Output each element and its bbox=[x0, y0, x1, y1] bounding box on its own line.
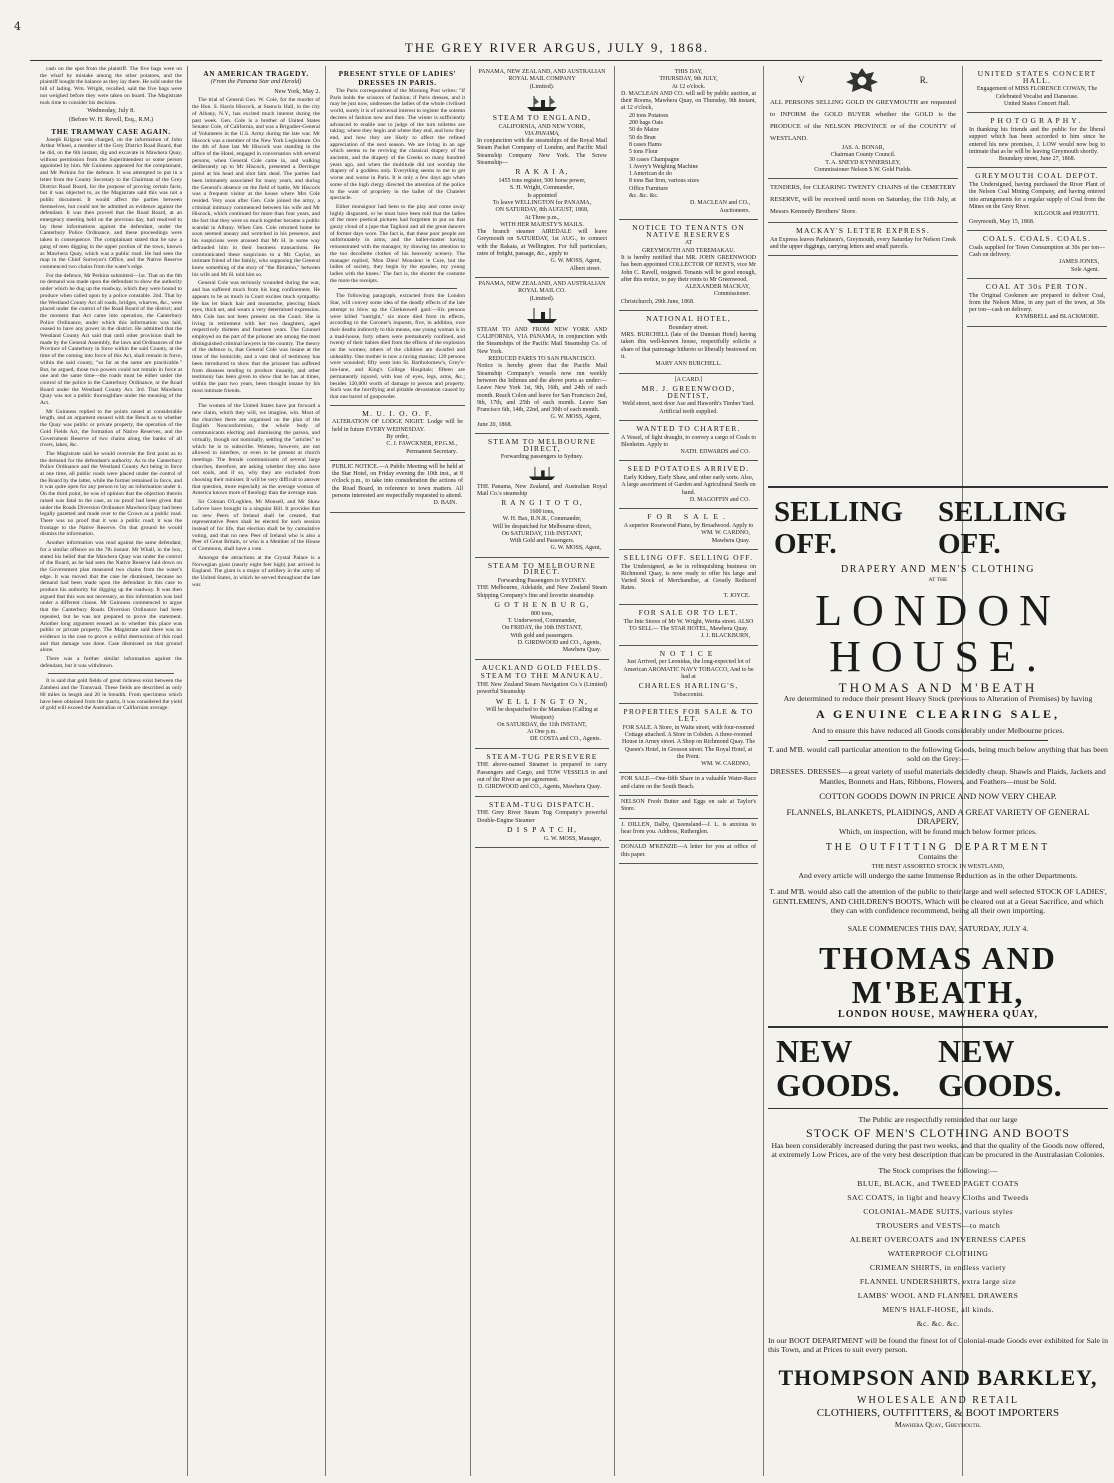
charter-advert bbox=[619, 421, 758, 462]
stock-item: ALBERT OVERCOATS and INVERNESS CAPES bbox=[849, 1234, 1027, 1244]
ad-body: THE above-named Steamer is prepared to carry Passengers and Cargo, and TOW VESSELS in and out of the River as per agreement. bbox=[477, 762, 607, 784]
ad-heading: MACKAY'S LETTER EXPRESS. bbox=[796, 226, 930, 236]
ad-heading: COALS. COALS. COALS. bbox=[982, 233, 1092, 243]
ad-body: A Vessel, of light draught, to convey a cargo of Coals to Blenheim. Apply to bbox=[621, 434, 756, 448]
ad-line: S. H. Wright, Commander, bbox=[509, 185, 575, 192]
ad-signature: ALEXANDER MACKAY, bbox=[684, 284, 750, 291]
ad-heading: STEAM-TUG PERSEVERE bbox=[486, 751, 598, 761]
ad-signature: T. A. SNEYD KYNNERSLEY, bbox=[825, 159, 901, 166]
ad-heading: NATIONAL HOTEL, bbox=[646, 314, 731, 324]
selling-off-advert bbox=[619, 550, 758, 605]
ad-address: Mawhera Quay. bbox=[562, 647, 601, 654]
ad-line: With Gold and Passengers. bbox=[509, 538, 575, 545]
ad-line: At 12 o'clock. bbox=[671, 83, 706, 90]
ad-body: J. DILLEN, Dalby, Queensland—J. L. is anxious to hear from you. Address, Rutherglen. bbox=[621, 821, 756, 835]
ad-line: [A CARD.] bbox=[674, 376, 703, 383]
ad-heading: WANTED TO CHARTER. bbox=[636, 423, 741, 433]
share-advert bbox=[619, 773, 758, 796]
selling-off-heading bbox=[768, 496, 1108, 560]
stock-item: TROUSERS and VESTS—to match bbox=[875, 1220, 1001, 1230]
ad-line: On SATURDAY, 11th INSTANT, bbox=[501, 530, 583, 537]
ad-line: 1600 tons, bbox=[529, 508, 555, 515]
ad-role: Sole Agent. bbox=[1071, 266, 1099, 273]
ad-heading: STEAM TO MELBOURNE DIRECT, bbox=[487, 436, 597, 453]
ad-signature: C. J. FAWCKNER, P.P.G.M., bbox=[386, 441, 457, 448]
ad-heading: STEAM TO THE MANUKAU. bbox=[480, 671, 604, 681]
shipping-advert-england bbox=[475, 66, 609, 278]
ad-role: Permanent Secretary. bbox=[406, 448, 457, 455]
auction-lot: 50 do Bran bbox=[629, 134, 656, 141]
auction-lot: 8 cases Hams bbox=[629, 141, 662, 148]
new-goods-heading bbox=[768, 1034, 1108, 1102]
ad-signature: KYMBRELL and BLACKMORE. bbox=[1015, 314, 1099, 321]
column-6-government-notices bbox=[768, 66, 958, 476]
ad-role: Commissioner. bbox=[713, 291, 750, 298]
ad-line: AT bbox=[684, 240, 693, 247]
thomas-mbeath-address: LONDON HOUSE, MAWHERA QUAY, bbox=[838, 1009, 1038, 1021]
boots-line: T. and M'B. would also call the attention of the public to their large and well selected STOCK OF LADIES', GENTLEMEN'S, AND CHILDREN'S BOOTS, Which will be cleared out at a Great Sacrifice, and which they can with confidence recommend, being all their own importing. bbox=[769, 886, 1107, 916]
ad-body: The Undersigned, having purchased the River Plant of the Nelson Coal Mining Company, and having entered into arrangements for a regular supply of Coal from the Mines on the Grey River. bbox=[969, 182, 1105, 211]
paragraph: Joseph Kilgour was charged, on the information of John Arthur Wheel, a member of the Grey District Road Board, that he did, on the 6th instant, dig and excavate in Mawhera Quay, without permission from the Superintendent or some person appointed by him. Mr Guinness appeared for the complainant, and Mr Perkins for the defence. It was attempted to put in a letter from the County Secretary to the Chairman of the Grey District Road Board, for the purpose of proving certain facts, but it was objected to, as the Magistrate said this was not a public document. It would affect the parties between themselves, but could not be admitted as evidence against the defendant. It was then proved that the Road Board, at an emergency meeting held on the previous day, had resolved to lay these informations against the defendant, under the Canterbury Police Ordinance, and these proceedings were taken in consequence. The complainant stated that he saw a gang of men digging in the upper portion of the town, known as Mawhera Quay, which was a public road. He had seen the map in the Chief Surveyor's Office, and the Native Reserve commenced two chains from the water's edge. bbox=[40, 136, 182, 270]
stock-item: MEN'S HALF-HOSE, all kinds. bbox=[882, 1304, 994, 1314]
paragraph: There was a further similar information against the defendant, but it was withdrawn. bbox=[40, 656, 182, 669]
london-house-heading: LONDON HOUSE. bbox=[815, 585, 1061, 681]
divider bbox=[200, 398, 312, 399]
seed-advert bbox=[619, 461, 758, 509]
auction-lot: 1 Avery's Weighing Machine bbox=[629, 163, 699, 170]
ad-date: June 20, 1868. bbox=[477, 421, 512, 428]
ad-signature: D. BAIN. bbox=[433, 500, 457, 507]
coals-advert bbox=[967, 231, 1107, 279]
photography-advert bbox=[967, 113, 1107, 168]
case-title: THE TRAMWAY CASE AGAIN. bbox=[51, 126, 171, 136]
ad-line: Is appointed bbox=[527, 192, 557, 199]
ad-heading: M. U. I. O. O. F. bbox=[362, 408, 433, 418]
ship-name: G O T H E N B U R G, bbox=[494, 600, 590, 610]
ad-heading: PHOTOGRAPHY. bbox=[990, 116, 1084, 126]
ad-signature: JAS. A. BONAR, bbox=[841, 145, 885, 151]
display-advertisements bbox=[768, 480, 1108, 1476]
ad-line: Early Kidney, Early Shaw, and other early sorts. Also, A large assortment of Garden and Agricultural Seeds on hand. bbox=[621, 475, 756, 496]
divider bbox=[768, 1026, 1108, 1028]
auction-lot: Office Furniture bbox=[629, 185, 669, 192]
ad-line: WITH HER MAJESTY'S MAILS. bbox=[500, 221, 584, 228]
paragraph: Mr Guinness replied to the points raised at considerable length, and an argument ensued with the Bench as to whether the Quay was public or private property, the operation of the Gold Fields Act, the formation of Native Reserves, and the Government Reserve of two chains along the banks of all rivers, lakes, &c. bbox=[40, 408, 182, 449]
paragraph: Either monsignor had been to the play and come away highly disgusted, or he must have been told that the ladies of the more poetical pictures had forgotten to put on that gauzy cloud of a jupe that Taglioni and all the great dancers of former days wore. The fact is, that these poor people are unfortunately in arms, and the ballet-master having remonstrated with the manager, by drawing his attention to the too decollette clothes of his heavenly scenery. The manager replied, 'Mon Dieu! Monsieur le Cure, but the ladies of society, they begin by the epaules, my young ladies with the knees.' The fact is, the shorter the costume the more the receipts. bbox=[330, 203, 465, 284]
outfitting-heading: THE OUTFITTING DEPARTMENT bbox=[825, 841, 1051, 853]
column-rule bbox=[614, 66, 615, 1476]
public-notice-advert bbox=[330, 461, 465, 513]
dresses-line: DRESSES. DRESSES—a great variety of useful materials decidedly cheap. Shawls and Plaids, Jackets and Mantles, Bonnets and Hats, Ribbons, Flowers, and Feathers—must be Sold. bbox=[770, 766, 1106, 786]
ad-signature: J. J. BLACKBURN, bbox=[700, 633, 750, 640]
paragraph: cash on the spot from the plaintiff. The five bags were on the wharf by mistake among the other potatoes, and the plaintiff bought the balance as they lay there. He sold under the bill of lading. Wm. Wright, recalled, said the five bags were not weighed before they were taken on board. The Magistrate took time to consider his decision. bbox=[40, 66, 182, 106]
column-rule bbox=[763, 66, 764, 1476]
tobacco-notice bbox=[619, 646, 758, 705]
ad-signature: DE COSTA and CO., Agents. bbox=[529, 736, 601, 743]
ad-heading: COAL AT 30s PER TON. bbox=[985, 281, 1089, 291]
for-let-advert bbox=[619, 605, 758, 646]
royal-crest-row bbox=[768, 66, 958, 94]
divider bbox=[768, 1108, 1108, 1109]
every-article-line: And every article will undergo the same Immense Reduction as in the other Departments. bbox=[798, 871, 1078, 881]
auction-lot: 20 tons Potatoes bbox=[629, 112, 669, 119]
properties-advert bbox=[619, 704, 758, 773]
paragraph: It is said that gold fields of great richness exist between the Zambesi and the Transvaal. These fields are described as only 80 miles in length and 20 in breadth. From specimens which have been obtained from the quartz, it was considered the yield of gold will exceed the Australian or Californian average. bbox=[40, 678, 182, 712]
court-date: Wednesday, July 8. bbox=[87, 107, 135, 115]
ad-line: 1455 tons register, 500 horse power, bbox=[498, 178, 586, 185]
ad-signature: G. W. MOSS, Manager, bbox=[543, 835, 601, 842]
ad-heading: STEAM TO MELBOURNE DIRECT. bbox=[487, 560, 597, 577]
ad-heading: STEAM TO ENGLAND, bbox=[492, 112, 592, 122]
ad-date: Greymouth, May 15, 1868. bbox=[969, 218, 1035, 225]
column-4-shipping bbox=[475, 66, 609, 1476]
ad-signature: United States Concert Hall. bbox=[1004, 101, 1070, 107]
article-title: PRESENT STYLE OF LADIES' DRESSES IN PARIS. bbox=[338, 69, 457, 87]
divider bbox=[48, 673, 174, 674]
ad-role: Chairman County Council. bbox=[830, 152, 896, 159]
ad-line: A superior Rosewood Piano, by Broadwood. Apply to bbox=[623, 522, 754, 529]
ad-body: An Express leaves Parkinson's, Greymouth, every Saturday for Nelson Creek and the upper diggings, carrying letters and small parcels. bbox=[770, 236, 956, 251]
ad-signature: G. W. MOSS, Agent, bbox=[550, 414, 601, 421]
ad-line: GREYMOUTH AND TEREMAKAU. bbox=[641, 247, 736, 254]
ad-heading: NOTICE TO TENANTS ON NATIVE RESERVES bbox=[632, 222, 745, 239]
crest-letter: V bbox=[798, 74, 805, 85]
best-stock-line: THE BEST ASSORTED STOCK IN WESTLAND, bbox=[871, 862, 1005, 870]
ad-line: By order, bbox=[386, 433, 409, 440]
coal-price-advert bbox=[967, 279, 1107, 327]
auction-lot: 8 tons Bar Iron, various sizes bbox=[629, 178, 699, 185]
paragraph: Amongst the attractions at the Crystal Palace is a Norwegian giant (nearly eight feet high) just arrived in England. The giant is a major of artillery in the army of the United States, in which he served throughout the late war. bbox=[192, 554, 320, 588]
ad-line: REDUCED FARES TO SAN FRANCISCO. bbox=[488, 356, 596, 363]
paragraph: Sir Colman O'Loghlen, Mr Monsell, and Mr Shaw Lefevre have brought in a singular Bill. It provides that no new Peers of Ireland shall be created, that representative Peers shall be elected for each session instead of for life, that election shall be by cumulative voting, and that no new Peer of Ireland who is also a Peer of Great Britain, or who is a Member of the House of Commons, shall have a vote. bbox=[192, 499, 320, 553]
ad-line: ON SATURDAY, 8th AUGUST, 1868, bbox=[495, 207, 589, 214]
ad-line: At One p.m. bbox=[527, 729, 557, 736]
ad-heading: NOTICE bbox=[659, 648, 718, 658]
stock-item: LAMBS' WOOL AND FLANNEL DRAWERS bbox=[857, 1290, 1019, 1300]
ad-line: On FRIDAY, the 10th INSTANT, bbox=[501, 625, 583, 632]
shipping-advert-new-york bbox=[475, 278, 609, 434]
ad-line: Will be despatched for Melbourne direct, bbox=[492, 523, 592, 530]
shipping-advert-melbourne-2 bbox=[475, 558, 609, 660]
ship-name: W E L L I N G T O N, bbox=[495, 696, 589, 706]
ad-signature: D. MACLEAN and CO., bbox=[690, 200, 750, 207]
ad-line: 800 tons, bbox=[530, 610, 553, 617]
ad-signature: D. GIRDWOOD and CO., Agents, bbox=[517, 639, 601, 646]
ad-signature: JAMES JONES, bbox=[1058, 259, 1099, 266]
at-the-label: AT THE bbox=[928, 577, 948, 583]
ad-body: TENDERS, for CLEARING TWENTY CHAINS of the CEMETERY RESERVE, will be received until noon on Saturday, the 11th July, at Messrs Kennedy Brothers' Store. bbox=[770, 184, 956, 216]
ad-signature: WM. W. CARDNO, bbox=[701, 761, 750, 768]
ad-body: ALL PERSONS SELLING GOLD IN GREYMOUTH are requested to INFORM the GOLD BUYER whether the GOLD is the PRODUCE of the NELSON PROVINCE or of the COUNTY of WESTLAND. bbox=[770, 99, 956, 142]
ad-heading: GREYMOUTH COAL DEPOT. bbox=[975, 171, 1099, 181]
ad-body: In thanking his friends and the public for the liberal support which has been accorded to him since he entered his new premises, J. LOW would now beg to intimate that as he will be leaving Greymouth shortly. bbox=[969, 127, 1105, 155]
auction-lot: 30 cases Champagne bbox=[629, 156, 680, 163]
heading-part: SELLING OFF. bbox=[938, 496, 1067, 560]
royal-crest-icon bbox=[841, 66, 883, 94]
ad-role: Tobacconist. bbox=[673, 691, 704, 698]
ad-body: THE Grey River Steam Tug Company's powerful Double-Engine Steamer bbox=[477, 810, 607, 824]
ad-body: STEAM TO AND FROM NEW YORK AND CALIFORNIA, VIA PANAMA, in conjunction with the Steamships of the Pacific Mail Steamship Co. of New York. bbox=[477, 326, 607, 355]
address-line: Mawhera Quay, Greymouth. bbox=[894, 1419, 982, 1429]
stock-item: BLUE, BLACK, and TWEED PAGET COATS bbox=[857, 1178, 1019, 1188]
ad-line: On SATURDAY, the 11th INSTANT, bbox=[497, 721, 587, 728]
concert-hall-advert bbox=[967, 66, 1107, 113]
ad-body: MRS. BURCHELL (late of the Dunstan Hotel) having taken this well-known house, respectfully solicits a share of that patronage hitherto so liberally bestowed on it. bbox=[621, 332, 756, 360]
ad-signature: CHARLES HARLING'S, bbox=[638, 681, 739, 691]
masthead-rule bbox=[30, 60, 1102, 61]
ad-line: THURSDAY, 9th JULY, bbox=[659, 76, 718, 83]
court-bench: (Before W. H. Revell, Esq., R.M.) bbox=[68, 115, 154, 123]
lodge-advert bbox=[330, 405, 465, 461]
stock-item: SAC COATS, in light and heavy Cloths and Tweeds bbox=[847, 1192, 1029, 1202]
heading-part: NEW GOODS. bbox=[776, 1033, 900, 1104]
ad-heading: AUCKLAND GOLD FIELDS. bbox=[481, 662, 603, 672]
stock-comprises-line: The Stock comprises the following:— bbox=[878, 1166, 998, 1176]
column-3-fashion bbox=[330, 66, 465, 1476]
ad-heading: MR. J. GREENWOOD, DENTIST, bbox=[641, 383, 736, 400]
ad-signature: T. JOYCE. bbox=[723, 592, 750, 599]
ad-date: Christchurch, 29th June, 1868. bbox=[621, 298, 695, 305]
ad-body: Coals supplied for Town Consumption at 30s per ton—Cash on delivery. bbox=[969, 244, 1105, 258]
trade-line: CLOTHIERS, OUTFITTERS, & BOOT IMPORTERS bbox=[816, 1406, 1060, 1419]
new-goods-intro: The Public are respectfully reminded that our large bbox=[858, 1115, 1018, 1125]
ad-line: At Three p.m., bbox=[524, 214, 560, 221]
paragraph: The trial of General Geo. W. Cole, for the murder of the Hon. S. Harris Hiscock, at Stanwix Hall, in the city of Albany, N.Y., has excited much interest during the past week. Gen. Cole is a brother of United States Senator Cole, of California, and was a Brigadier-General of Volunteers in the U.S. Army during the late war. Mr Hiscock was a member of the New York Legislature. On the 4th of June last Mr Hiscock was standing in the office of the Hotel, engaged in conversation with several persons, when General Cole came in, and walking deliberately up to Mr Hiscock, presented a Derringer pistol at his head and shot him dead. The parties had been intimately associated for many years, and during the General's absence on the field of battle, Mr Hiscock was a frequent visitor at the house where Mrs Cole resided. Very soon after Gen. Cole joined the army, a criminal intimacy commenced between his wife and Mr Hiscock, which continued for more than four years, and the fact that they were so much together became a public scandal in Albany. When Gen. Cole returned home he soon seemed uneasy and wretched in his presence, and his suspicions were aroused that Mr H. in some way defrauded him in their business transactions. He communicated these suspicions to a Mr. Caylor, an intimate friend of the family, who supposing the General knew something of the story of "the flirtation," between his wife and Mr H. told him so. bbox=[192, 97, 320, 278]
ad-line: VIA PANAMA, bbox=[524, 130, 560, 137]
boot-department-line: In our BOOT DEPARTMENT will be found the finest lot of Colonial-made Goods ever exhibited for Sale in this Town, and at Prices to suit every person. bbox=[768, 1335, 1108, 1355]
stock-item: CRIMEAN SHIRTS, in endless variety bbox=[869, 1262, 1007, 1272]
ad-body: The branch steamer AIREDALE will leave Greymouth on SATURDAY, 1st AUG., to connect with the Rakaia, at Wellington. For full particulars, rates of freight, passage, &c., apply to bbox=[477, 229, 607, 258]
column-2-american-tragedy bbox=[192, 66, 320, 1476]
ad-line: CALIFORNIA, AND NEW YORK, bbox=[498, 123, 586, 130]
tender-notice bbox=[768, 179, 958, 223]
auction-lot: 50 do Maize bbox=[629, 127, 659, 134]
ad-body: Notice is hereby given that the Pacific Mail Steamship Company's vessels now run weekly between the Isthmus and the above ports as under:— Leave New York 1st, 9th, 16th, and 24th of each month. Reach Colon and leave for San Francisco 2nd, 9th, 17th, and 25th of each month. Leave San Francisco 6th, 14th, 22nd, and 30th of each month. bbox=[477, 363, 607, 414]
article-dateline: New York, May 2. bbox=[274, 87, 320, 95]
paragraph: The Magistrate said he would overrule the first point as to the demand for the defendant's authority. As to the Canterbury Police Ordinance and the Westland County Act being in force at one time, all public roads were placed under the control of the Board by the latter, while the former remained in force, and it was quite open for any person to lay an information under it. On the third point, he was of opinion that the objection therein raised was fatal to the case, as no proof had been given that under the Roads Diversion Ordinance Mawhera Quay had been legally gazetted and made over to the Crown as a public road. There was no proof that it was a public road; it was the frontage to the Native Reserve. On that ground he would dismiss the information. bbox=[40, 450, 182, 538]
gold-notice bbox=[768, 94, 958, 179]
hotel-advert bbox=[619, 311, 758, 373]
ad-body: THE New Zealand Steam Navigation Co.'s (Limited) powerful Steamship bbox=[477, 681, 607, 696]
ad-line: FOR SALE. A Store, in Waite street, with four-roomed Cottage attached. A Store in Cobden. A three-roomed House in Arney street. A Shop on Richmond Quay. The Queen's Hotel, in Gresson street. The Royal Hotel, at the Point. bbox=[622, 724, 755, 760]
auction-lot: 5 tons Flour bbox=[629, 149, 659, 156]
ad-signature: WM. W. CARDNO, bbox=[701, 530, 750, 537]
new-goods-body: Has been considerably increased during the past two weeks, and that the quality of the Goods now offered, at extremely Low Prices, are of the very best description that can be procured in the Australasian Colonies. bbox=[771, 1140, 1105, 1160]
cotton-goods-line: COTTON GOODS DOWN IN PRICE AND NOW VERY CHEAP. bbox=[819, 791, 1057, 802]
attention-line: T. and M'B. would call particular attention to the following Goods, being much below anything that has been sold on the Grey:— bbox=[768, 744, 1108, 764]
stock-heading: STOCK OF MEN'S CLOTHING AND BOOTS bbox=[806, 1125, 1070, 1140]
thompson-barkley-heading: THOMPSON AND BARKLEY, bbox=[778, 1364, 1098, 1390]
butter-advert bbox=[619, 796, 758, 819]
ad-signature: NATH. EDWARDS and CO. bbox=[680, 449, 750, 456]
ad-line: T. Underwood, Commander, bbox=[507, 618, 577, 625]
ad-heading: FOR SALE. bbox=[647, 512, 730, 522]
ad-signature: G. W. MOSS, Agent, bbox=[550, 545, 601, 552]
ad-line: With gold and passengers. bbox=[510, 632, 574, 639]
ad-heading: STEAM-TUG DISPATCH. bbox=[488, 799, 596, 809]
ad-signature: D. MAGOFFIN and CO. bbox=[689, 496, 750, 503]
ad-body: DONALD M'KENZIE—A letter for you at office of this paper. bbox=[621, 844, 756, 858]
dentist-advert bbox=[619, 374, 758, 421]
paragraph: For the defence, Mr Perkins submitted—1st. That on the 6th no demand was made upon the defendant to show the authority under which he dug up the roadway, which they were bound to produce when called upon by a police constable. 2nd. That by the Westland County Act all roads, bridges, wharves, &c., were placed under the control of the Road Board of the district; and the moment that Act came into operation, the Canterbury Police Ordinance, under which this information was laid, ceased to have any power in the district. He admitted that the Westland County Act said that until other provision shall be made by the General Assembly, the laws and Ordinances of the Province of Canterbury in force within the said County, at the time of the coming into force of this Act, shall remain in force, within the said county, "so far as the same are practicable." But, he argued, those two powers could not remain in force at one and the same time—the roads must be either under the control of the police in the Canterbury Ordinance, or the Road Board under the Westland County Act. 3rd. That Mawhera Quay was not a public thoroughfare under the meaning of the Act. bbox=[40, 272, 182, 407]
tug-advert-2 bbox=[475, 797, 609, 848]
ad-line: Forwarding Passengers to SYDNEY. bbox=[497, 578, 587, 585]
ad-address: Mawhera Quay. bbox=[711, 537, 750, 544]
ad-line: Weld street, next door Ase and Haworth's Timber Yard. Artificial teeth supplied. bbox=[622, 401, 755, 415]
column-rule bbox=[187, 66, 188, 1476]
divider bbox=[828, 740, 1048, 741]
stock-item: WATERPROOF CLOTHING bbox=[887, 1248, 989, 1258]
ad-body: THE Panama, New Zealand, and Australian Royal Mail Co.'s steamship bbox=[477, 483, 607, 497]
contains-line: Contains the bbox=[918, 852, 958, 862]
auction-advert bbox=[619, 66, 758, 220]
ad-line: Just Arrived, per Leonidas, the long-expected lot of American AROMATIC NAVY TOBACCO, And to be had at bbox=[623, 659, 754, 680]
native-reserves-notice bbox=[619, 220, 758, 311]
crest-letter: R. bbox=[919, 74, 928, 85]
flannels-sub: Which, on inspection, will be found much below former prices. bbox=[839, 826, 1037, 836]
ad-line: Boundary street. bbox=[668, 324, 709, 331]
ship-icon bbox=[525, 94, 559, 112]
stock-item: FLANNEL UNDERSHIRTS, extra large size bbox=[859, 1276, 1017, 1286]
coal-depot-advert bbox=[967, 168, 1107, 230]
column-7-advertisements bbox=[967, 66, 1107, 476]
ad-heading: FOR SALE OR TO LET. bbox=[638, 608, 739, 618]
ad-line: Forwarding passengers to Sydney. bbox=[500, 454, 584, 461]
ad-signature: D. GIRDWOOD and CO., Agents, Mawhera Quay. bbox=[477, 784, 601, 791]
ad-date: Boundary street, June 27, 1868. bbox=[998, 156, 1076, 163]
ad-body: ALTERATION OF LODGE NIGHT. Lodge will be held in future EVERY WEDNESDAY. bbox=[332, 419, 463, 433]
thomas-mbeath-heading: THOMAS AND M'BEATH, bbox=[819, 940, 1057, 1011]
article-source: (From the Panama Star and Herald) bbox=[210, 78, 302, 85]
sale-commences-line: SALE COMMENCES THIS DAY, SATURDAY, JULY 4. bbox=[847, 923, 1029, 933]
column-1-court-report bbox=[40, 66, 182, 1476]
company-name: PANAMA, NEW ZEALAND, AND AUSTRALIAN ROYAL MAIL CO. bbox=[478, 280, 606, 295]
ship-name: R A K A I A, bbox=[515, 167, 569, 177]
company-name: PANAMA, NEW ZEALAND, AND AUSTRALIAN ROYAL MAIL COMPANY bbox=[478, 69, 606, 83]
shipping-advert-manukau bbox=[475, 660, 609, 749]
stock-item-list bbox=[768, 1178, 1108, 1330]
ad-body: In conjunction with the steamships of the Royal Mail Steam Packet Company of London, and Pacific Mail Steamship Company New York. The Screw Steamship— bbox=[477, 138, 607, 167]
auction-lot: 1 American do do bbox=[629, 171, 672, 178]
stock-item: &c. &c. &c. bbox=[916, 1318, 960, 1328]
ad-signature: G. W. MOSS, Agent, bbox=[550, 258, 601, 265]
flannels-line: FLANNELS, BLANKETS, PLAIDINGS, AND A GREAT VARIETY OF GENERAL DRAPERY, bbox=[786, 806, 1090, 827]
ad-line: Engagement of MISS FLORENCE COWAN, The Celebrated Vocalist and Danseuse. bbox=[976, 86, 1098, 100]
column-rule bbox=[325, 66, 326, 1476]
personal-notice bbox=[619, 841, 758, 864]
personal-notice bbox=[619, 819, 758, 842]
divider bbox=[338, 288, 457, 289]
ad-heading: UNITED STATES CONCERT HALL. bbox=[977, 69, 1097, 85]
column-5-notices bbox=[619, 66, 758, 1476]
column-rule bbox=[470, 66, 471, 1476]
ad-line: The Inte Stores of Mr W. Wright, Werita street. ALSO TO SELL— The STAR HOTEL, Mawhera Quay. bbox=[623, 618, 754, 633]
ad-line: To leave WELLINGTON for PANAMA, bbox=[492, 199, 592, 206]
ad-line: Will be despatched to the Manukau (Calling at Westport) bbox=[486, 707, 598, 721]
ad-heading: SEED POTATOES ARRIVED. bbox=[627, 464, 750, 474]
divider bbox=[768, 486, 1108, 488]
ad-body: THE Melbourne, Adelaide, and New Zealand Steam Shipping Company's fine and favorite steamship bbox=[477, 585, 607, 599]
heading-part: SELLING OFF. bbox=[774, 496, 903, 560]
ship-name: D I S P A T C H, bbox=[506, 824, 578, 834]
ad-body: It is hereby notified that MR. JOHN GREENWOOD has been appointed COLLECTOR OF RENTS, vice Mr John C. Ravell, resigned. Tenants will be good enough, after this notice, to pay their rents to Mr Greenwood. bbox=[621, 254, 756, 283]
firm-name: THOMAS AND M'BEATH bbox=[838, 679, 1038, 695]
ad-heading: SELLING OFF. SELLING OFF. bbox=[623, 552, 754, 562]
paragraph: The Paris correspondent of the Morning Post writes: "If Paris holds the scissors of fashion; if Paris dresses, and it may be just now, undresses the ladies of the whole civilised world, surely it is of universal interest to register the solemn decrees of fashion now and then. The winter is sufficiently advanced to enable one to judge of the turn toilettes are taking; where they begin and where they end, and how they end, and how they are likely to affect the refined appreciation of the next season. We are living in an age which seems to be reviving the classical drapery of the ancients, and the drapery of the Greeks so many hundred years ago, and when the multitude did not worship the drapery of a goddess only. Everything seems to me to get worse and worse in Paris. It is only a few days ago when some of the high clergy directed the attention of the police to the want of propriety in the ballet of the Chatelet spectacle. bbox=[330, 88, 465, 202]
masthead-title: THE GREY RIVER ARGUS, JULY 9, 1868. bbox=[404, 40, 710, 55]
ad-heading: PROPERTIES FOR SALE & TO LET. bbox=[623, 707, 754, 723]
paragraph: The women of the United States have put forward a new claim, which they will, we imagine, win. Most of the churches there are organised on the plan of the English Nonconformists, the whole body of communicants electing and dismissing the parson, and virtually, though not nominally, settling the "articles" to which he is to subscribe. Women, however, are not allowed to interfere, or even to be present at church meetings. The female communicants of several large churches, therefore, are asking whether they also have not souls, and if so, why they are excluded from choosing their minister. It will be very difficult to answer that question, more especially as the average woman of America knows more of theology than the average man. bbox=[192, 403, 320, 497]
ad-body: The Original Cookmen are prepared to deliver Coal, from the Nelson Mine, in any part of the town, at 30s per ton—cash on delivery. bbox=[969, 292, 1105, 314]
paragraph: General Cole was seriously wounded during the war, and has suffered much from his long confinement. He appears to be as much in Court excites much sympathy. He has let black hair and moustache, piercing black eyes, thick set, and wears a very determined expression. Mrs Cole has not been present on the Court. She is living in retirement with her two daughters, aged respectively thirteen and fourteen years. The Counsel employed on the part of the prisoner are among the most distinguished criminal lawyers in the country. The theory of the defence is, that General Cole was insane at the time of the homicide, and a vast deal of testimony has been introduced to show that the prisoner has suffered from diseases tending to produce insanity, and other testimony has been given to show that he has at times, within the past two years, been thought insane by his most intimate friends. bbox=[192, 280, 320, 394]
auction-lot: 200 bags Oats bbox=[629, 120, 663, 127]
ship-icon bbox=[527, 465, 557, 481]
company-limited: (Limited). bbox=[529, 83, 555, 90]
ad-body: PUBLIC NOTICE.—A Public Meeting will be held at the Star Hotel, on Friday evening the 10th inst., at 8 o'clock p.m., to take into consideration the actions of the Road Board, in reference to town matters. All persons interested are respectfully requested to attend. bbox=[332, 463, 463, 500]
ad-body: D. MACLEAN AND CO. will sell by public auction, at their Rooms, Mawhera Quay, on Thursday, 9th instant, at 12 o'clock, bbox=[621, 90, 756, 112]
stock-item: COLONIAL-MADE SUITS, various styles bbox=[863, 1206, 1013, 1216]
ad-role: Commissioner Nelson S.W. Gold Fields. bbox=[814, 166, 912, 173]
auction-lot: &c. &c. &c. bbox=[629, 193, 659, 200]
paragraph: The following paragraph, extracted from the London Star, will convey some idea of the deadly effects of the late attempt to blow up the Clerkenwell gaol:—Six persons were killed "outright," six more died from its effects, according to the Coroner's inquests, five, in addition, owe their deaths indirectly to this means, one young woman is in a mad-house, forty others were prematurely confined, and twenty of their babies died from the effects of the explosion on the women; others of the children are dwarfed and unhealthy. One mother is now a raving maniac; 120 persons were wounded; fifty went into St. Bartholomew's, Grey's-inn-lane, and King's College Hospitals; fifteen are permanently injured, with loss of eyes, legs, arms, &c.; besides 120,000 worth of damage to person and property. Such was the horrifying and pitiable devastation caused by that one barrel of gunpowder. bbox=[330, 293, 465, 400]
clearing-sale-heading: A GENUINE CLEARING SALE, bbox=[815, 707, 1061, 722]
drapery-heading: DRAPERY AND MEN'S CLOTHING bbox=[840, 564, 1036, 575]
ad-body: FOR SALE—One-fifth Share in a valuable Water-Race and claim on the South Beach. bbox=[621, 776, 756, 790]
ad-role: Auctioneers. bbox=[719, 207, 750, 214]
ad-signature: MARY ANN BURCHELL. bbox=[655, 361, 722, 368]
piano-advert bbox=[619, 509, 758, 550]
article-title: AN AMERICAN TRAGEDY. bbox=[203, 69, 309, 78]
firm-body: Are determined to reduce their present Heavy Stock (previous to Alteration of Premises) by having bbox=[783, 693, 1093, 703]
shipping-advert-melbourne bbox=[475, 434, 609, 558]
tug-advert bbox=[475, 749, 609, 797]
ad-body: NELSON Fresh Butter and Eggs on sale at Taylor's Store. bbox=[621, 799, 756, 813]
paragraph: Another information was read against the same defendant, for a similar offence on the 7th instant. Mr Whall, in the box, stated his belief that the Mawhera Quay was under the control of the Board, as he had seen the Native Reserve laid down on the Government plan measured two chains from the water's edge. It was moved that the case be dismissed, because no demand had been made upon the defendant in this case to produce his authority for digging up the roadway. It was then argued that this was not necessary, as this information was laid under a different clause. Mr Guinness commenced to argue that the Canterbury Roads Diversion Ordinance had been repealed, but he was not prepared to prove the statement. Another long argument ensued as to whether this place was public or private property. The Magistrate said there was no evidence in the case to prove a wilful destruction of this road and that damage was done. Case dismissed on that ground alone. bbox=[40, 540, 182, 654]
company-limited: (Limited). bbox=[529, 295, 555, 302]
ad-line: THIS DAY, bbox=[674, 69, 703, 75]
ad-signature: KILGOUR and PEROTTI. bbox=[1034, 211, 1099, 218]
reduced-line: And to ensure this have reduced all Goods considerably under Melbourne prices. bbox=[811, 726, 1065, 736]
ad-body: The Undersigned, as he is relinquishing business on Richmond Quay, is now ready to offer his large and Varied Stock of Merchandise, at Greatly Reduced Rates. bbox=[621, 563, 756, 592]
wholesale-retail-line: WHOLESALE AND RETAIL bbox=[857, 1394, 1019, 1406]
letter-express-advert bbox=[768, 223, 958, 256]
ship-icon bbox=[525, 306, 559, 324]
auction-lot-list bbox=[621, 113, 756, 201]
ad-address: Albert street. bbox=[569, 265, 601, 272]
ship-name: R A N G I T O T O, bbox=[501, 498, 583, 508]
page-folio: 4 bbox=[14, 20, 21, 33]
ad-line: W. H. Bax, R.N.R., Commander, bbox=[502, 516, 582, 523]
heading-part: NEW GOODS. bbox=[938, 1033, 1062, 1104]
